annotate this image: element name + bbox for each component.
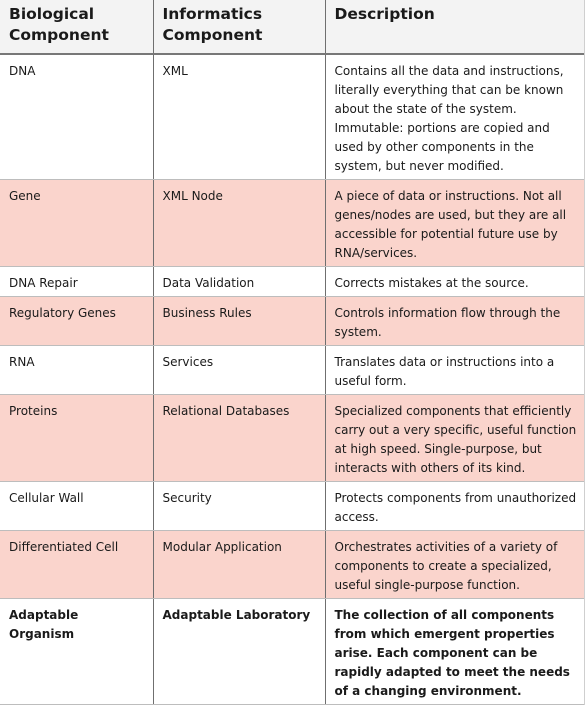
- header-row: [0, 0, 584, 54]
- description-cell: Contains all the data and instructions, literally everything that can be known about the state of the system. Immutable: portions are copied and used by other components in the system, but never modified.: [325, 54, 584, 180]
- informatics-component-cell: XML Node: [153, 180, 325, 267]
- biological-component-cell: RNA: [0, 346, 153, 395]
- table-right-edge: [584, 0, 585, 705]
- biological-component-cell: Adaptable Organism: [0, 599, 153, 705]
- biological-component-cell: DNA: [0, 54, 153, 180]
- table-row: [0, 531, 584, 599]
- informatics-component-cell: XML: [153, 54, 325, 180]
- table-row: [0, 395, 584, 482]
- table-row: [0, 54, 584, 180]
- biological-component-cell: Differentiated Cell: [0, 531, 153, 599]
- description-cell: A piece of data or instructions. Not all genes/nodes are used, but they are all accessible for potential future use by RNA/services.: [325, 180, 584, 267]
- biological-component-cell: Gene: [0, 180, 153, 267]
- header-informatics-component: Informatics Component: [153, 0, 325, 54]
- description-cell: Protects components from unauthorized access.: [325, 482, 584, 531]
- table-row: [0, 267, 584, 297]
- table-row: [0, 599, 584, 705]
- header-biological-component: Biological Component: [0, 0, 153, 54]
- biological-component-cell: Cellular Wall: [0, 482, 153, 531]
- informatics-component-cell: Adaptable Laboratory: [153, 599, 325, 705]
- table-header: [0, 0, 584, 54]
- informatics-component-cell: Services: [153, 346, 325, 395]
- biological-component-cell: Regulatory Genes: [0, 297, 153, 346]
- table-row: [0, 297, 584, 346]
- biological-component-cell: DNA Repair: [0, 267, 153, 297]
- description-cell: Corrects mistakes at the source.: [325, 267, 584, 297]
- table-row: [0, 482, 584, 531]
- table-body: [0, 54, 584, 705]
- description-cell: Controls information flow through the system.: [325, 297, 584, 346]
- description-cell: The collection of all components from which emergent properties arise. Each component can be rapidly adapted to meet the needs of a changing environment.: [325, 599, 584, 705]
- description-cell: Translates data or instructions into a useful form.: [325, 346, 584, 395]
- informatics-component-cell: Relational Databases: [153, 395, 325, 482]
- description-cell: Orchestrates activities of a variety of components to create a specialized, useful single-purpose function.: [325, 531, 584, 599]
- table-row: [0, 346, 584, 395]
- informatics-component-cell: Security: [153, 482, 325, 531]
- informatics-component-cell: Modular Application: [153, 531, 325, 599]
- description-cell: Specialized components that efficiently carry out a very specific, useful function at high speed. Single-purpose, but interacts with others of its kind.: [325, 395, 584, 482]
- informatics-component-cell: Data Validation: [153, 267, 325, 297]
- header-description: Description: [325, 0, 584, 54]
- table-row: [0, 180, 584, 267]
- informatics-component-cell: Business Rules: [153, 297, 325, 346]
- biological-component-cell: Proteins: [0, 395, 153, 482]
